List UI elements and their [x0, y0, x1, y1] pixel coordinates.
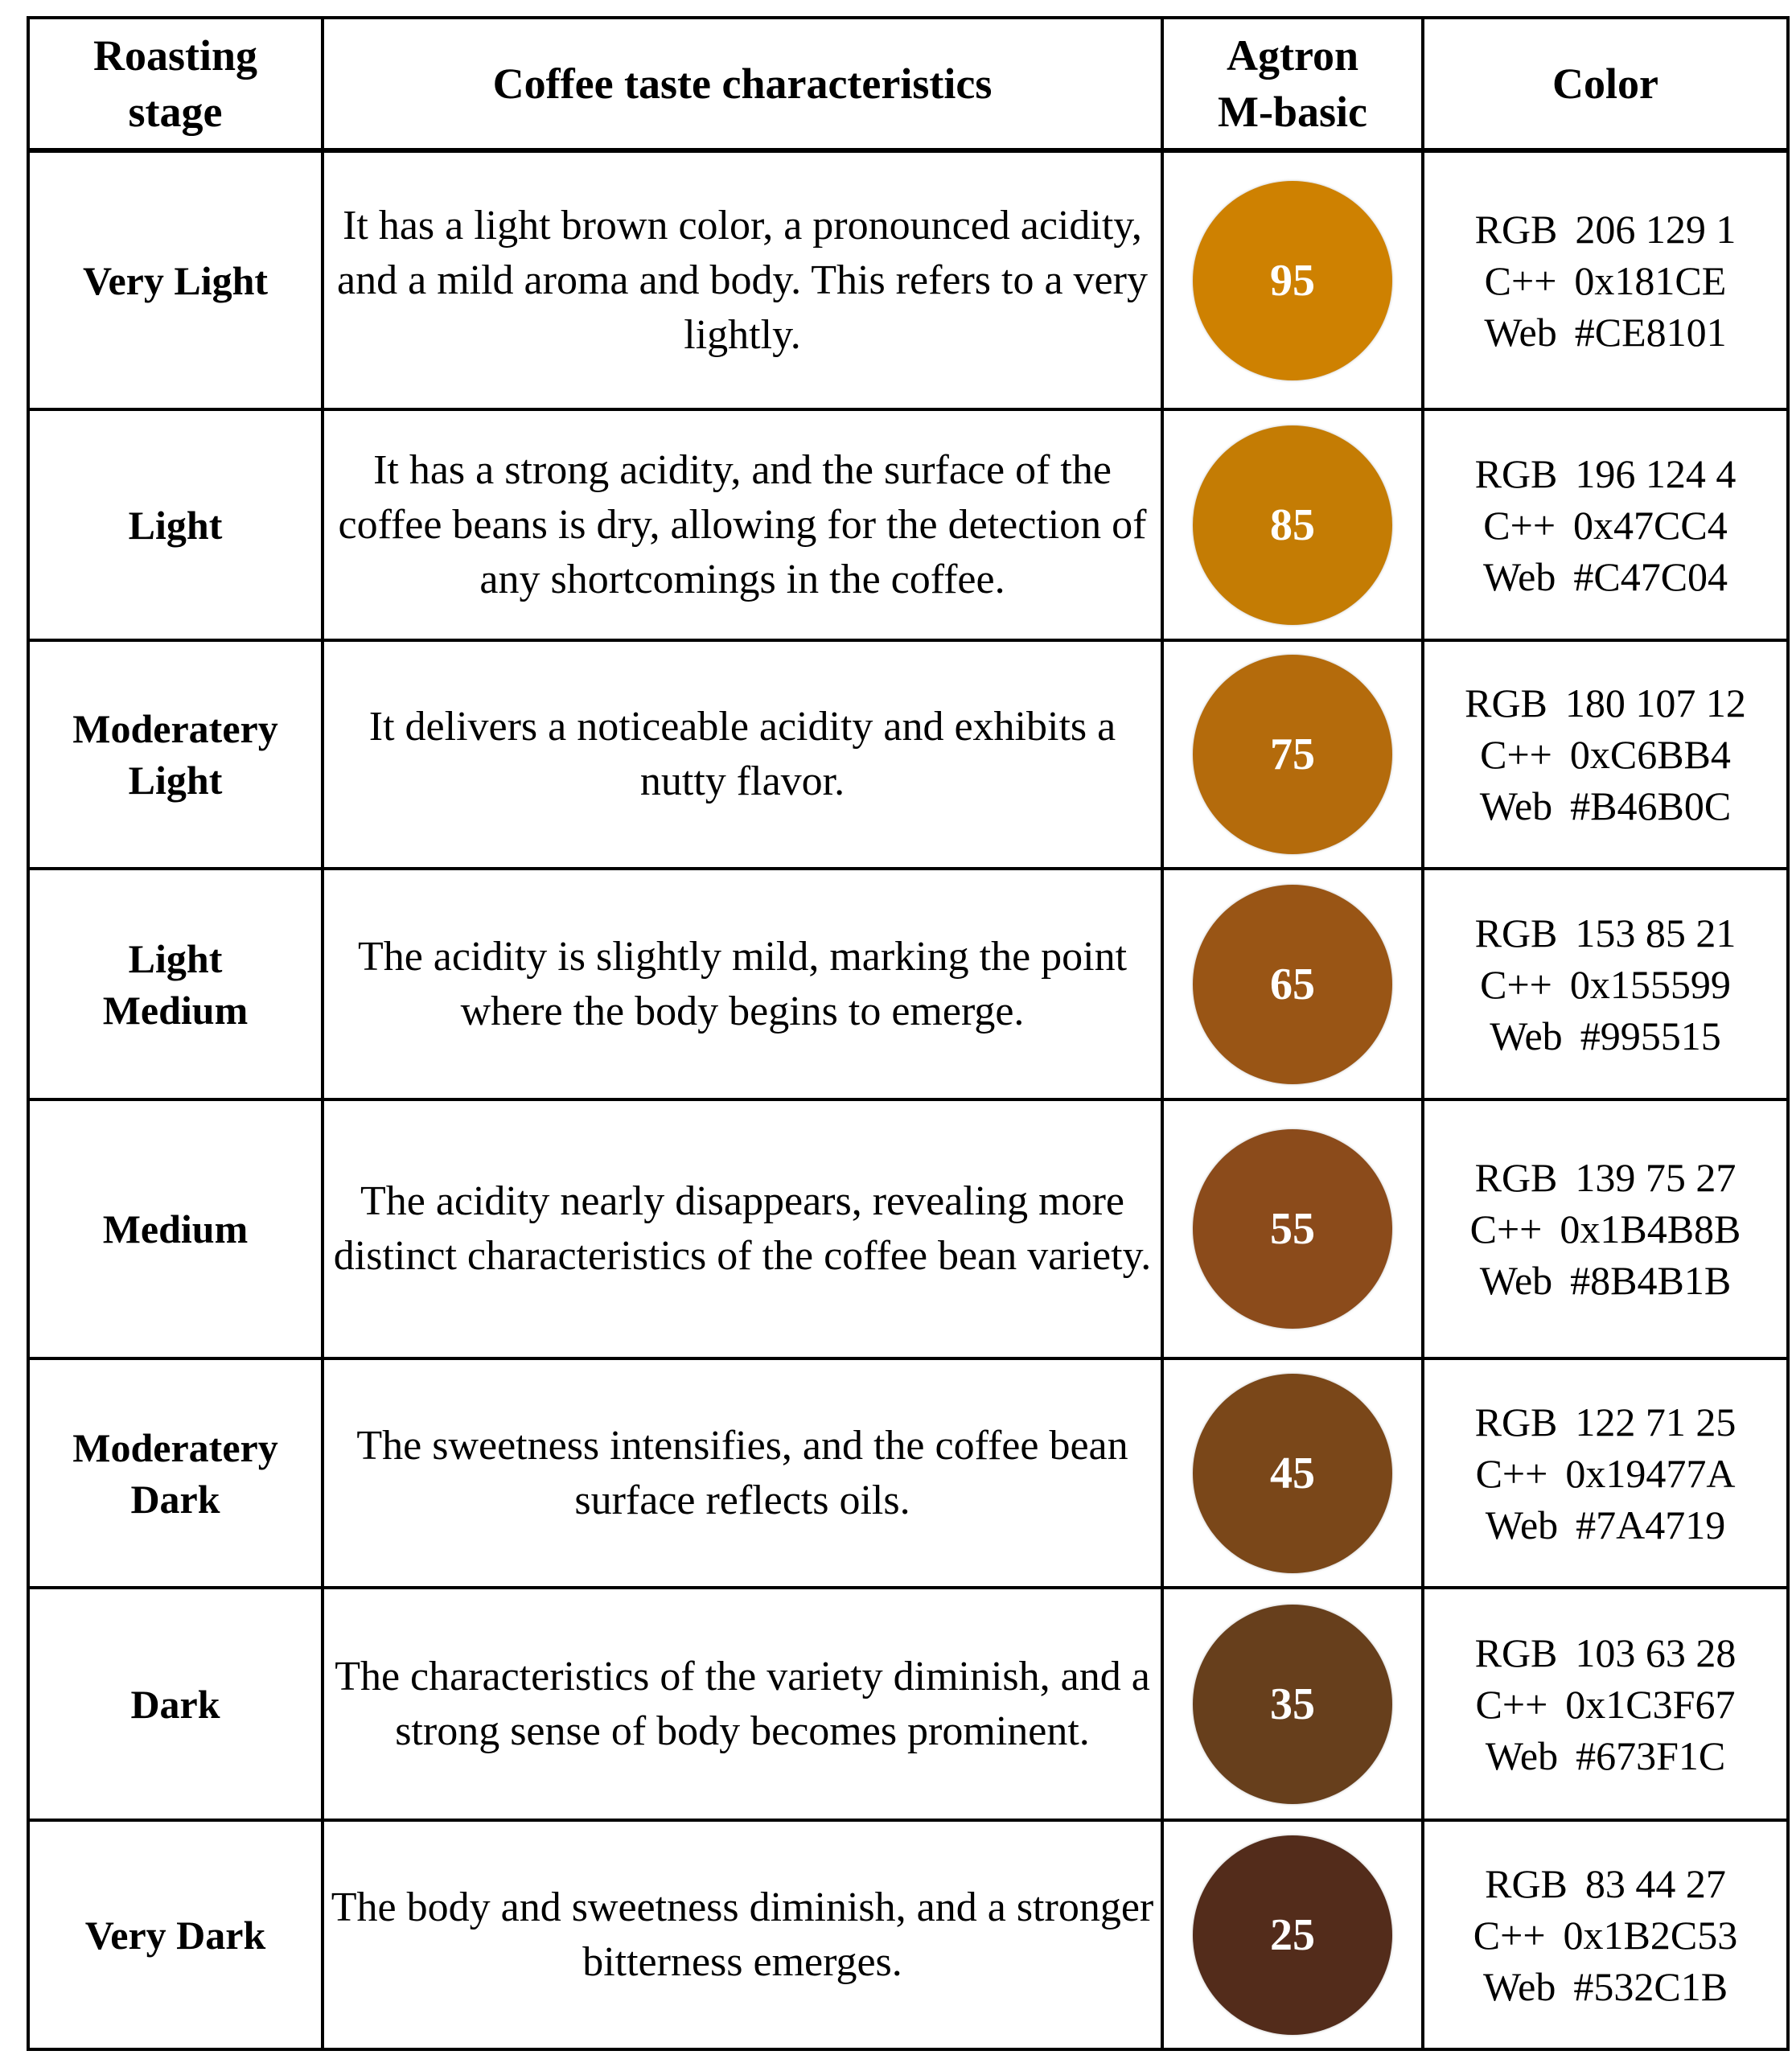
- cpp-line: [1424, 1203, 1786, 1255]
- web-label: Web: [1485, 1732, 1559, 1778]
- table-row: [28, 1820, 1788, 2049]
- cpp-value: 0x1C3F67: [1565, 1681, 1736, 1727]
- rgb-line: [1424, 677, 1786, 729]
- rgb-label: RGB: [1465, 680, 1547, 725]
- table-row: [28, 409, 1788, 640]
- web-value: #CE8101: [1574, 309, 1727, 355]
- web-line: [1424, 780, 1786, 832]
- cpp-value: 0x181CE: [1574, 257, 1727, 303]
- rgb-label: RGB: [1474, 910, 1558, 956]
- roasting-stage-cell: [28, 1820, 323, 2049]
- rgb-line: [1424, 1627, 1786, 1679]
- taste-description-cell: The body and sweetness diminish, and a stronger bitterness emerges.: [323, 1820, 1162, 2049]
- color-swatch-circle: 55: [1193, 1129, 1392, 1329]
- color-codes-cell: [1423, 1099, 1788, 1358]
- web-label: Web: [1479, 783, 1553, 828]
- agtron-cell: [1162, 869, 1423, 1099]
- web-value: #B46B0C: [1570, 783, 1732, 828]
- table-row: [28, 1588, 1788, 1820]
- stage-line1: Dark: [130, 1681, 220, 1727]
- header-color: Color: [1423, 18, 1788, 150]
- web-label: Web: [1479, 1258, 1553, 1303]
- header-agtron-line2: M-basic: [1218, 88, 1367, 136]
- taste-description-cell: The acidity is slightly mild, marking the point where the body begins to emerge.: [323, 869, 1162, 1099]
- rgb-line: [1424, 1396, 1786, 1448]
- stage-line1: Very Dark: [84, 1912, 266, 1958]
- web-label: Web: [1484, 309, 1557, 355]
- cpp-label: C++: [1475, 1450, 1548, 1496]
- rgb-line: [1424, 203, 1786, 255]
- web-value: #8B4B1B: [1570, 1258, 1732, 1303]
- color-swatch-circle: 75: [1193, 655, 1392, 854]
- rgb-line: [1424, 1858, 1786, 1909]
- taste-description-cell: It delivers a noticeable acidity and exhibits a nutty flavor.: [323, 640, 1162, 869]
- roasting-stage-table: [27, 16, 1790, 2051]
- web-line: [1424, 1961, 1786, 2012]
- cpp-label: C++: [1484, 257, 1557, 303]
- cpp-label: C++: [1473, 1912, 1546, 1958]
- taste-description-cell: The acidity nearly disappears, revealing more distinct characteristics of the coffee bean variety.: [323, 1099, 1162, 1358]
- agtron-cell: [1162, 1358, 1423, 1588]
- header-row: [28, 18, 1788, 150]
- header-taste: Coffee taste characteristics: [323, 18, 1162, 150]
- table-row: [28, 150, 1788, 409]
- agtron-cell: [1162, 150, 1423, 409]
- web-value: #C47C04: [1573, 553, 1728, 599]
- web-value: #673F1C: [1576, 1732, 1726, 1778]
- taste-description-cell: The sweetness intensifies, and the coffee bean surface reflects oils.: [323, 1358, 1162, 1588]
- color-codes-cell: [1423, 1588, 1788, 1820]
- cpp-value: 0x19477A: [1565, 1450, 1736, 1496]
- rgb-label: RGB: [1485, 1860, 1568, 1906]
- stage-line2: Light: [128, 758, 223, 803]
- stage-line1: Very Light: [82, 257, 269, 303]
- web-line: [1424, 1730, 1786, 1782]
- color-codes-cell: [1423, 409, 1788, 640]
- stage-line2: Medium: [102, 987, 249, 1033]
- table-row: [28, 640, 1788, 869]
- agtron-cell: [1162, 409, 1423, 640]
- cpp-label: C++: [1483, 502, 1556, 548]
- web-value: #995515: [1580, 1013, 1721, 1058]
- table-row: [28, 1099, 1788, 1358]
- taste-description-cell: It has a light brown color, a pronounced acidity, and a mild aroma and body. This refers to a very lightly.: [323, 150, 1162, 409]
- cpp-value: 0x1B4B8B: [1560, 1206, 1741, 1251]
- web-label: Web: [1482, 553, 1556, 599]
- cpp-line: [1424, 1679, 1786, 1730]
- table-row: [28, 869, 1788, 1099]
- web-label: Web: [1482, 1963, 1556, 2009]
- rgb-line: [1424, 448, 1786, 499]
- cpp-line: [1424, 959, 1786, 1010]
- rgb-label: RGB: [1474, 1155, 1558, 1200]
- header-stage-line2: stage: [128, 88, 223, 136]
- rgb-label: RGB: [1474, 206, 1558, 252]
- taste-description-cell: The characteristics of the variety diminish, and a strong sense of body becomes prominent.: [323, 1588, 1162, 1820]
- taste-description-cell: It has a strong acidity, and the surface of the coffee beans is dry, allowing for the detection of any shortcomings in the coffee.: [323, 409, 1162, 640]
- table-row: [28, 1358, 1788, 1588]
- web-value: #7A4719: [1576, 1502, 1726, 1547]
- header-agtron: [1162, 18, 1423, 150]
- cpp-label: C++: [1480, 961, 1552, 1007]
- rgb-value: 206 129 1: [1575, 206, 1737, 252]
- rgb-line: [1424, 1152, 1786, 1203]
- cpp-value: 0x1B2C53: [1563, 1912, 1738, 1958]
- color-swatch-circle: 25: [1193, 1835, 1392, 2035]
- cpp-line: [1424, 255, 1786, 306]
- cpp-line: [1424, 729, 1786, 780]
- rgb-value: 196 124 4: [1575, 450, 1737, 496]
- rgb-line: [1424, 907, 1786, 959]
- web-line: [1424, 1255, 1786, 1306]
- color-codes-cell: [1423, 1358, 1788, 1588]
- web-label: Web: [1490, 1013, 1563, 1058]
- cpp-label: C++: [1469, 1206, 1543, 1251]
- stage-line1: Moderatery: [72, 1424, 278, 1470]
- cpp-value: 0x155599: [1569, 961, 1731, 1007]
- cpp-label: C++: [1475, 1681, 1548, 1727]
- color-swatch-circle: 65: [1193, 885, 1392, 1084]
- stage-line1: Light: [128, 502, 223, 548]
- stage-line1: Medium: [102, 1206, 249, 1251]
- rgb-label: RGB: [1474, 1630, 1558, 1675]
- header-roasting-stage: [28, 18, 323, 150]
- agtron-cell: [1162, 1820, 1423, 2049]
- rgb-value: 122 71 25: [1575, 1399, 1737, 1445]
- agtron-cell: [1162, 1099, 1423, 1358]
- color-codes-cell: [1423, 150, 1788, 409]
- color-codes-cell: [1423, 1820, 1788, 2049]
- rgb-value: 139 75 27: [1575, 1155, 1737, 1200]
- roasting-stage-cell: [28, 640, 323, 869]
- stage-line2: Dark: [130, 1476, 220, 1522]
- cpp-value: 0x47CC4: [1573, 502, 1728, 548]
- color-codes-cell: [1423, 640, 1788, 869]
- rgb-value: 180 107 12: [1564, 680, 1746, 725]
- color-swatch-circle: 85: [1193, 425, 1392, 625]
- color-swatch-circle: 35: [1193, 1605, 1392, 1804]
- roasting-stage-cell: [28, 1099, 323, 1358]
- header-agtron-line1: Agtron: [1226, 31, 1358, 80]
- header-stage-line1: Roasting: [92, 31, 258, 80]
- cpp-label: C++: [1480, 732, 1552, 777]
- stage-line1: Moderatery: [72, 706, 278, 751]
- roasting-stage-cell: [28, 1588, 323, 1820]
- web-line: [1424, 551, 1786, 602]
- roasting-stage-cell: [28, 1358, 323, 1588]
- roasting-stage-cell: [28, 409, 323, 640]
- web-value: #532C1B: [1573, 1963, 1728, 2009]
- cpp-value: 0xC6BB4: [1569, 732, 1731, 777]
- roasting-stage-cell: [28, 869, 323, 1099]
- web-label: Web: [1485, 1502, 1559, 1547]
- agtron-cell: [1162, 1588, 1423, 1820]
- agtron-cell: [1162, 640, 1423, 869]
- roasting-stage-cell: [28, 150, 323, 409]
- web-line: [1424, 1499, 1786, 1551]
- rgb-value: 83 44 27: [1584, 1860, 1726, 1906]
- color-swatch-circle: 45: [1193, 1374, 1392, 1573]
- color-codes-cell: [1423, 869, 1788, 1099]
- rgb-label: RGB: [1474, 450, 1558, 496]
- cpp-line: [1424, 1448, 1786, 1499]
- color-swatch-circle: 95: [1193, 181, 1392, 380]
- stage-line1: Light: [128, 935, 223, 981]
- cpp-line: [1424, 1909, 1786, 1961]
- rgb-label: RGB: [1474, 1399, 1558, 1445]
- cpp-line: [1424, 499, 1786, 551]
- web-line: [1424, 1010, 1786, 1062]
- rgb-value: 153 85 21: [1575, 910, 1737, 956]
- web-line: [1424, 306, 1786, 358]
- rgb-value: 103 63 28: [1575, 1630, 1737, 1675]
